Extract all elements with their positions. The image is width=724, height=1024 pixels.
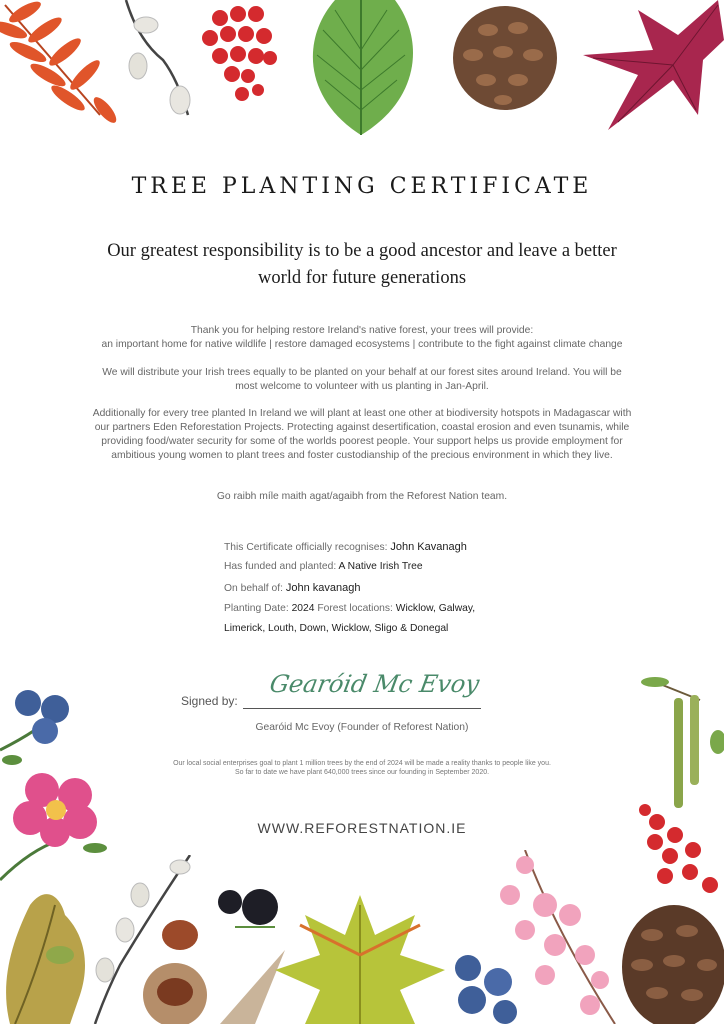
signed-by-label: Signed by: [181, 694, 238, 708]
funded-label: Has funded and planted: [224, 561, 337, 572]
red-berries-illustration [190, 0, 282, 110]
autumn-maple-leaf-illustration [275, 895, 445, 1024]
funded-value: A Native Irish Tree [338, 561, 423, 572]
behalf-label: On behalf of: [224, 583, 283, 594]
footer-line-2: So far to date we have plant 640,000 trees since our founding in September 2020. [234, 769, 490, 776]
hazel-leaf-illustration [295, 0, 430, 140]
certificate-title: TREE PLANTING CERTIFICATE [131, 174, 593, 199]
rowan-leaf-illustration [0, 0, 120, 130]
thanks-line-1: Thank you for helping restore Ireland's native forest, your trees will provide: [190, 325, 534, 336]
handwritten-signature: Gearóid Mc Evoy [267, 670, 482, 698]
hazel-catkin-illustration [640, 670, 724, 820]
locations-label: Forest locations: [317, 603, 393, 614]
thanks-line-2: an important home for native wildlife | restore damaged ecosystems | contribute to the fight against climate change [101, 339, 623, 350]
locations-value-2: Limerick, Louth, Down, Wicklow, Sligo & Donegal [224, 623, 449, 634]
signature-line [243, 708, 481, 709]
planting-date-value: 2024 [291, 603, 315, 614]
quote-line-2: world for future generations [257, 268, 467, 288]
recipient-name: John Kavanagh [390, 541, 467, 553]
behalf-row [224, 582, 360, 594]
planting-date-label: Planting Date: [224, 603, 289, 614]
funded-row [224, 561, 423, 572]
recognises-label: This Certificate officially recognises: [224, 542, 388, 553]
behalf-value: John kavanagh [285, 582, 361, 594]
madagascar-paragraph: Additionally for every tree planted In Ireland we will plant at least one other at biodiversity hotspots in Madagascar with our partners Eden Reforestation Projects. Protecting against desertification, coastal erosion and even tsunamis, while providing food/water security for some of the worlds poorest people. Your support helps us provide employment for ambitious young women to plant trees and foster custodianship of the precious environment in which they live. [92, 408, 632, 461]
quote-line-1: Our greatest responsibility is to be a good ancestor and leave a better [107, 241, 617, 261]
footer-line-1: Our local social enterprises goal to plant 1 million trees by the end of 2024 will be made a reality thanks to people like you. [173, 760, 551, 767]
website-url: WWW.REFORESTNATION.IE [257, 820, 467, 836]
distribution-paragraph: We will distribute your Irish trees equally to be planted on your behalf at our forest sites around Ireland. You will be most welcome to volunteer with us planting in Jan-April. [102, 367, 622, 392]
red-berries-right-illustration [635, 800, 724, 900]
quote [90, 238, 634, 292]
cherry-blossom-illustration [485, 850, 630, 1024]
recognises-row [224, 541, 467, 553]
pine-cone-bottom-illustration [612, 895, 724, 1024]
footer-note [120, 759, 604, 777]
locations-row-2 [224, 623, 448, 634]
locations-value-1: Wicklow, Galway, [395, 603, 476, 614]
maple-leaf-illustration [578, 0, 724, 135]
willow-catkin-illustration [118, 0, 198, 125]
thanks-team-paragraph: Go raibh míle maith agat/agaibh from the Reforest Nation team. [216, 491, 508, 502]
pine-cone-illustration [448, 0, 563, 120]
thanks-paragraph [90, 324, 634, 352]
founder-name: Gearóid Mc Evoy (Founder of Reforest Nation) [255, 722, 469, 733]
planting-date-row [224, 603, 475, 614]
